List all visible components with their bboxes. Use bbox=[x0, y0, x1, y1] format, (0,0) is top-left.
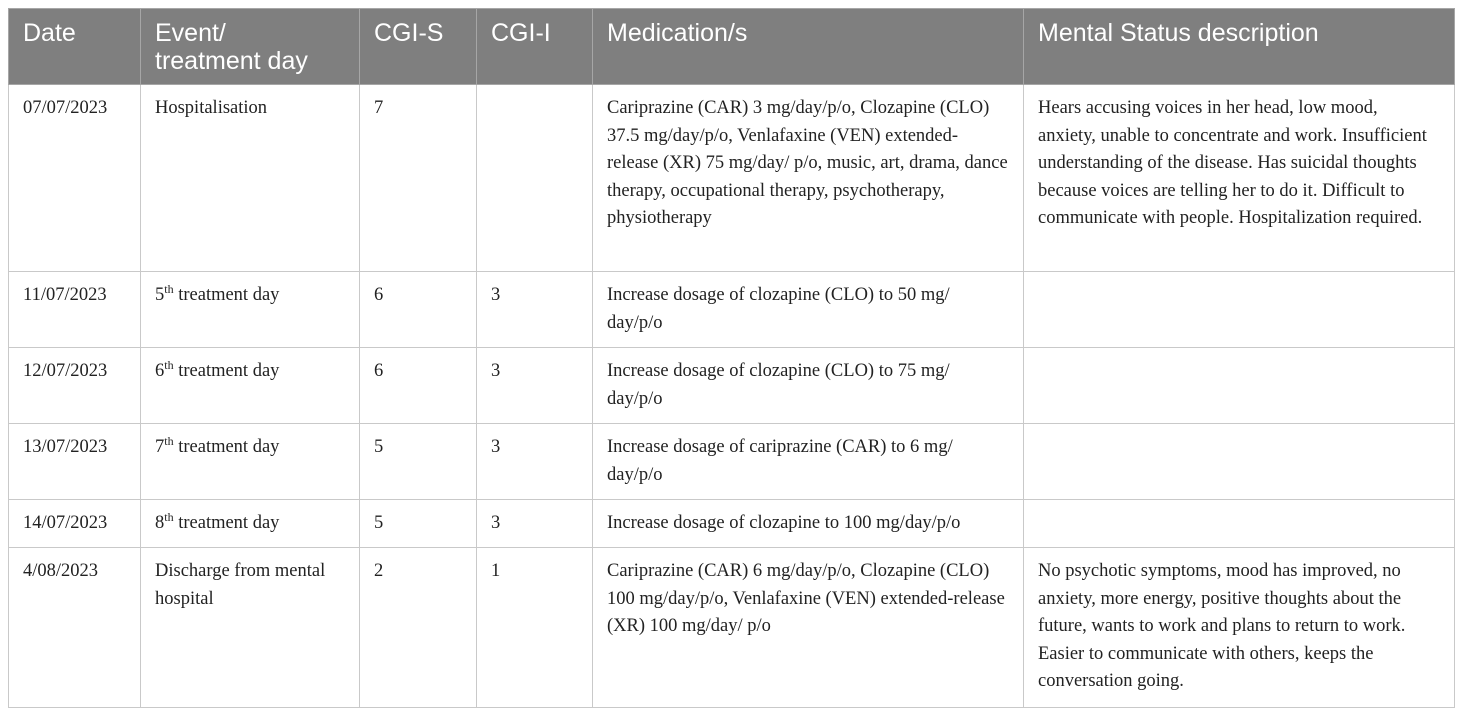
event-day-text: treatment day bbox=[173, 513, 280, 533]
event-day-suffix: th bbox=[164, 281, 174, 296]
cell-date: 14/07/2023 bbox=[9, 500, 141, 548]
cell-cgi-s: 5 bbox=[360, 500, 477, 548]
event-day-number: 8 bbox=[155, 513, 165, 533]
cell-medication: Cariprazine (CAR) 6 mg/day/p/o, Clozapine (CLO) 100 mg/day/p/o, Venlafaxine (VEN) extended-release (XR) 100 mg/day/ p/o bbox=[593, 548, 1024, 708]
cell-event bbox=[141, 272, 360, 348]
cell-mental-status bbox=[1024, 272, 1455, 348]
table-row bbox=[9, 348, 1455, 424]
cell-event: Hospitalisation bbox=[141, 85, 360, 272]
header-cgi-s: CGI-S bbox=[360, 9, 477, 85]
header-event bbox=[141, 9, 360, 85]
cell-cgi-i: 3 bbox=[477, 500, 593, 548]
cell-event: Discharge from mental hospital bbox=[141, 548, 360, 708]
cell-mental-status bbox=[1024, 424, 1455, 500]
event-day-text: treatment day bbox=[173, 285, 280, 305]
table-row bbox=[9, 500, 1455, 548]
cell-date: 11/07/2023 bbox=[9, 272, 141, 348]
header-row bbox=[9, 9, 1455, 85]
header-date: Date bbox=[9, 9, 141, 85]
cell-medication: Increase dosage of clozapine (CLO) to 50 mg/ day/p/o bbox=[593, 272, 1024, 348]
table-row bbox=[9, 272, 1455, 348]
cell-date: 12/07/2023 bbox=[9, 348, 141, 424]
table-row bbox=[9, 548, 1455, 708]
cell-medication: Cariprazine (CAR) 3 mg/day/p/o, Clozapine (CLO) 37.5 mg/day/p/o, Venlafaxine (VEN) extended-release (XR) 75 mg/day/ p/o, music, art, drama, dance therapy, occupational therapy, psychotherapy, physiotherapy bbox=[593, 85, 1024, 272]
header-medication: Medication/s bbox=[593, 9, 1024, 85]
cell-cgi-s: 2 bbox=[360, 548, 477, 708]
event-day-suffix: th bbox=[164, 509, 174, 524]
cell-cgi-i: 3 bbox=[477, 424, 593, 500]
header-mental-status: Mental Status description bbox=[1024, 9, 1455, 85]
cell-cgi-i: 3 bbox=[477, 348, 593, 424]
header-event-line1: Event/ bbox=[155, 19, 226, 47]
cell-date: 4/08/2023 bbox=[9, 548, 141, 708]
cell-cgi-s: 6 bbox=[360, 272, 477, 348]
event-day-suffix: th bbox=[164, 357, 174, 372]
cell-medication: Increase dosage of cariprazine (CAR) to 6 mg/ day/p/o bbox=[593, 424, 1024, 500]
cell-cgi-i bbox=[477, 85, 593, 272]
header-cgi-i: CGI-I bbox=[477, 9, 593, 85]
treatment-table bbox=[8, 8, 1455, 708]
cell-mental-status bbox=[1024, 348, 1455, 424]
cell-event bbox=[141, 348, 360, 424]
cell-mental-status bbox=[1024, 500, 1455, 548]
event-day-text: treatment day bbox=[173, 437, 280, 457]
cell-mental-status: No psychotic symptoms, mood has improved, no anxiety, more energy, positive thoughts about the future, wants to work and plans to return to work. Easier to communicate with others, keeps the conversation going. bbox=[1024, 548, 1455, 708]
cell-cgi-s: 7 bbox=[360, 85, 477, 272]
cell-medication: Increase dosage of clozapine to 100 mg/day/p/o bbox=[593, 500, 1024, 548]
event-day-text: treatment day bbox=[173, 361, 280, 381]
cell-event bbox=[141, 424, 360, 500]
event-day-number: 6 bbox=[155, 361, 165, 381]
cell-cgi-s: 5 bbox=[360, 424, 477, 500]
table-row bbox=[9, 85, 1455, 272]
cell-date: 13/07/2023 bbox=[9, 424, 141, 500]
event-day-number: 5 bbox=[155, 285, 165, 305]
event-day-suffix: th bbox=[164, 433, 174, 448]
event-day-number: 7 bbox=[155, 437, 165, 457]
header-event-line2: treatment day bbox=[155, 47, 308, 75]
cell-mental-status: Hears accusing voices in her head, low mood, anxiety, unable to concentrate and work. Insufficient understanding of the disease. Has suicidal thoughts because voices are telling her to do it. Difficult to communicate with people. Hospitalization required. bbox=[1024, 85, 1455, 272]
cell-cgi-i: 3 bbox=[477, 272, 593, 348]
cell-event bbox=[141, 500, 360, 548]
table-row bbox=[9, 424, 1455, 500]
cell-date: 07/07/2023 bbox=[9, 85, 141, 272]
cell-cgi-i: 1 bbox=[477, 548, 593, 708]
cell-medication: Increase dosage of clozapine (CLO) to 75 mg/ day/p/o bbox=[593, 348, 1024, 424]
cell-cgi-s: 6 bbox=[360, 348, 477, 424]
